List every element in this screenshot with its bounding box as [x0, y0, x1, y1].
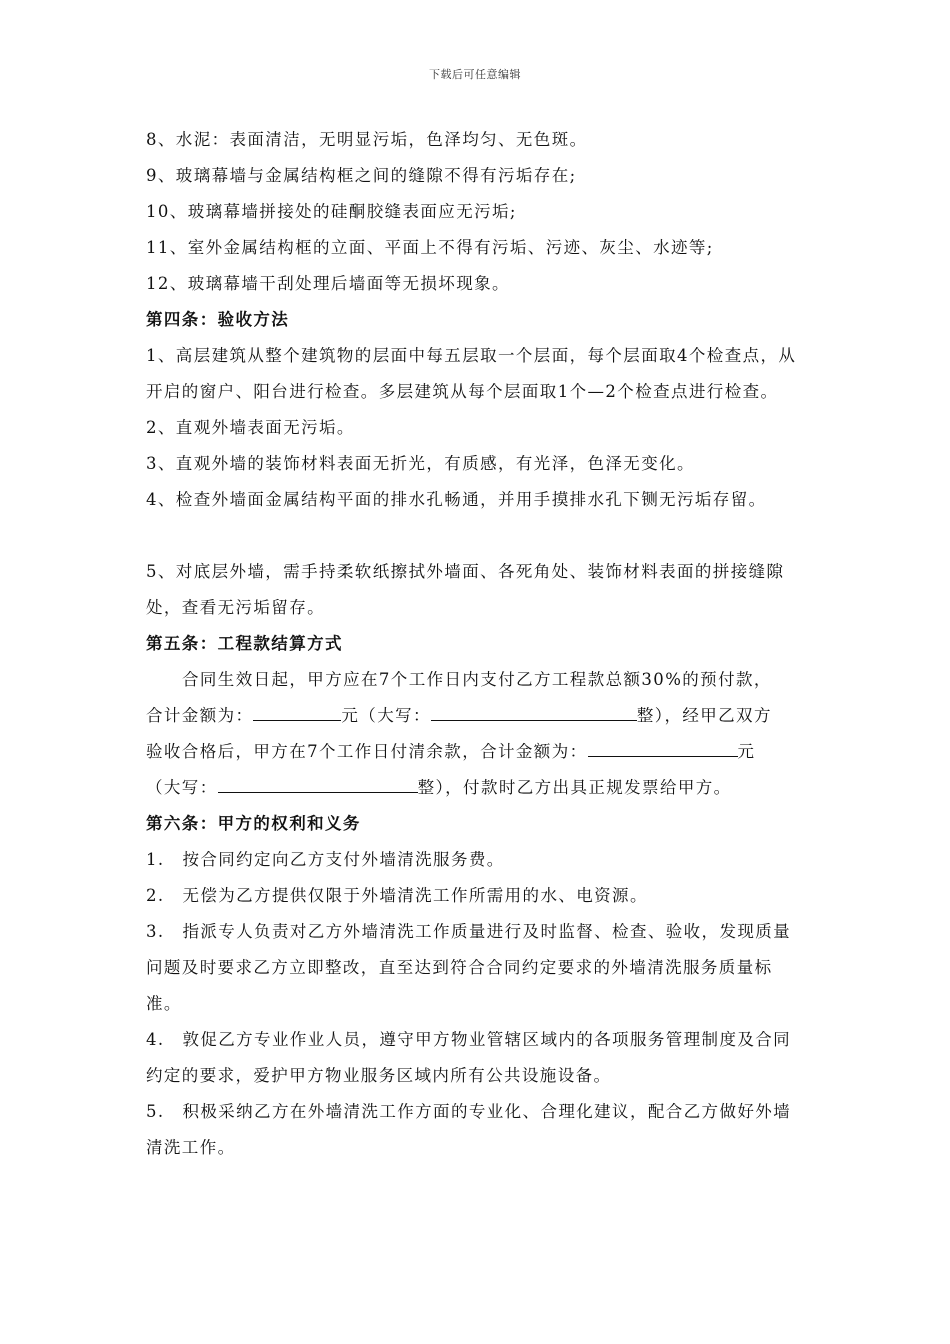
- page-header: 下载后可任意编辑: [429, 68, 521, 81]
- section-heading-6: 第六条：甲方的权利和义务: [146, 814, 361, 833]
- payment-paragraph-line: [146, 770, 808, 806]
- payment-paragraph-line: 合同生效日起，甲方应在7个工作日内支付乙方工程款总额30%的预付款，: [182, 670, 772, 689]
- document-body: [146, 122, 808, 1166]
- blank-line: [146, 518, 808, 554]
- list-item: 3、直观外墙的装饰材料表面无折光，有质感，有光泽，色泽无变化。: [146, 454, 695, 473]
- balance-tail: 整），付款时乙方出具正规发票给甲方。: [417, 778, 732, 797]
- balance-label: 验收合格后，甲方在7个工作日付清余款，合计金额为：: [146, 742, 588, 761]
- list-item: 2. 无偿为乙方提供仅限于外墙清洗工作所需用的水、电资源。: [146, 886, 648, 905]
- list-item: 4、检查外墙面金属结构平面的排水孔畅通，并用手摸排水孔下铡无污垢存留。: [146, 490, 767, 509]
- amount-label: 合计金额为：: [146, 706, 254, 725]
- amount-unit-label: 元（大写：: [341, 706, 431, 725]
- list-item: 4. 敦促乙方专业作业人员，遵守甲方物业管辖区域内的各项服务管理制度及合同约定的要求，爱护甲方物业服务区域内所有公共设施设备。: [146, 1030, 792, 1085]
- list-item: 12、玻璃幕墙干刮处理后墙面等无损坏现象。: [146, 274, 510, 293]
- list-item: 10、玻璃幕墙拼接处的硅酮胶缝表面应无污垢;: [146, 202, 517, 221]
- list-item: 2、直观外墙表面无污垢。: [146, 418, 355, 437]
- list-item: 5、对底层外墙，需手持柔软纸擦拭外墙面、各死角处、装饰材料表面的拼接缝隙处，查看无污垢留存。: [146, 562, 785, 617]
- section-heading-4: 第四条：验收方法: [146, 310, 290, 329]
- balance-unit: 元: [737, 742, 756, 761]
- section-heading-5: 第五条：工程款结算方式: [146, 634, 343, 653]
- list-item: 3. 指派专人负责对乙方外墙清洗工作质量进行及时监督、检查、验收，发现质量问题及时要求乙方立即整改，直至达到符合合同约定要求的外墙清洗服务质量标准。: [146, 922, 792, 1013]
- list-item: 1. 按合同约定向乙方支付外墙清洗服务费。: [146, 850, 505, 869]
- list-item: 1、高层建筑从整个建筑物的层面中每五层取一个层面，每个层面取4个检查点，从开启的窗户、阳台进行检查。多层建筑从每个层面取1个—2个检查点进行检查。: [146, 346, 797, 401]
- payment-paragraph-line: [146, 734, 808, 770]
- balance-blank: [588, 742, 738, 757]
- list-item: 5. 积极采纳乙方在外墙清洗工作方面的专业化、合理化建议，配合乙方做好外墙清洗工作。: [146, 1102, 792, 1157]
- list-item: 8、水泥：表面清洁，无明显污垢，色泽均匀、无色斑。: [146, 130, 588, 149]
- payment-paragraph-line: [146, 698, 808, 734]
- list-item: 11、室外金属结构框的立面、平面上不得有污垢、污迹、灰尘、水迹等;: [146, 238, 714, 257]
- amount-tail: 整），经甲乙双方: [636, 706, 772, 725]
- balance-words-label: （大写：: [146, 778, 218, 797]
- list-item: 9、玻璃幕墙与金属结构框之间的缝隙不得有污垢存在;: [146, 166, 577, 185]
- amount-blank: [253, 706, 341, 721]
- amount-words-blank: [431, 706, 637, 721]
- balance-words-blank: [218, 778, 418, 793]
